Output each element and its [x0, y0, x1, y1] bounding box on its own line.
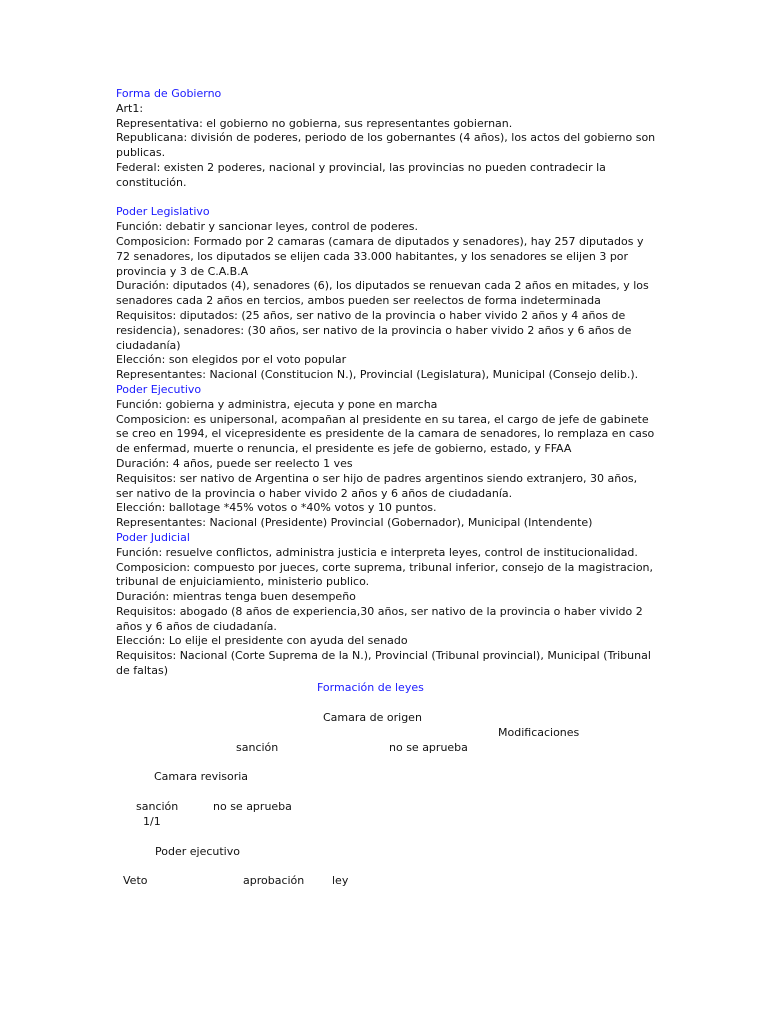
sancion-label-1: sanción [236, 741, 279, 754]
legislativo-funcion: Función: debatir y sancionar leyes, control de poderes. [116, 220, 418, 234]
forma-art1: Art1: [116, 101, 144, 115]
section-title-poder-ejecutivo: Poder Ejecutivo [116, 382, 202, 396]
aprobacion-label: aprobación [243, 874, 305, 887]
judicial-funcion: Función: resuelve conflictos, administra justicia e interpreta leyes, control de institucionalidad. [116, 545, 638, 559]
veto-label: Veto [123, 874, 148, 887]
ejecutivo-representantes: Representantes: Nacional (Presidente) Provincial (Gobernador), Municipal (Intendente) [116, 516, 593, 530]
section-title-poder-legislativo: Poder Legislativo [116, 205, 210, 219]
judicial-composicion: Composicion: compuesto por jueces, corte suprema, tribunal inferior, consejo de la magistracion, tribunal de enjuiciamiento, ministerio publico. [116, 560, 654, 589]
judicial-requisitos: Requisitos: abogado (8 años de experiencia,30 años, ser nativo de la provincia o haber vivido 2 años y 6 años de ciudadanía. [116, 604, 643, 633]
judicial-duracion: Duración: mientras tenga buen desempeño [116, 590, 356, 604]
legislativo-requisitos: Requisitos: diputados: (25 años, ser nativo de la provincia o haber vivido 2 años y 4 años de residencia), senadores: (30 años, ser nativo de la provincia o haber vivido 2 años y 6 años de ciudadanía) [116, 308, 632, 352]
no-se-aprueba-label-1: no se aprueba [389, 741, 468, 754]
forma-federal: Federal: existen 2 poderes, nacional y provincial, las provincias no pueden contradecir la constitución. [116, 160, 606, 189]
legislativo-eleccion: Elección: son elegidos por el voto popular [116, 353, 347, 367]
legislativo-duracion: Duración: diputados (4), senadores (6), los diputados se renuevan cada 2 años en mitades, y los senadores cada 2 años en tercios, ambos pueden ser reelectos de forma indeterminada [116, 279, 649, 308]
no-se-aprueba-label-2: no se aprueba [213, 800, 292, 813]
judicial-requisitos-2: Requisitos: Nacional (Corte Suprema de la N.), Provincial (Tribunal provincial), Municipal (Tribunal de faltas) [116, 649, 651, 678]
ley-label: ley [332, 874, 349, 887]
forma-republicana: Republicana: división de poderes, periodo de los gobernantes (4 años), los actos del gobierno son publicas. [116, 131, 656, 160]
judicial-eleccion: Elección: Lo elije el presidente con ayuda del senado [116, 634, 408, 648]
poder-ejecutivo-label: Poder ejecutivo [155, 845, 240, 858]
legislativo-representantes: Representantes: Nacional (Constitucion N.), Provincial (Legislatura), Municipal (Consejo delib.). [116, 368, 639, 382]
camara-de-origen-label: Camara de origen [323, 711, 422, 724]
forma-representativa: Representativa: el gobierno no gobierna, sus representantes gobiernan. [116, 116, 513, 130]
camara-revisoria-label: Camara revisoria [154, 770, 249, 783]
section-title-forma-de-gobierno: Forma de Gobierno [116, 87, 222, 100]
section-title-poder-judicial: Poder Judicial [116, 530, 190, 544]
sancion-label-2: sanción [136, 800, 179, 813]
ejecutivo-requisitos: Requisitos: ser nativo de Argentina o ser hijo de padres argentinos siendo extranjero, 30 años, ser nativo de la provincia o haber vivido 2 años y 6 años de ciudadanía. [116, 471, 638, 500]
ejecutivo-eleccion: Elección: ballotage *45% votos o *40% votos y 10 puntos. [116, 501, 437, 515]
legislativo-composicion: Composicion: Formado por 2 camaras (camara de diputados y senadores), hay 257 diputados y 72 senadores, los diputados se elijen cada 33.000 habitantes, y los senadores se elijen 3 por provincia y 3 de C.A.B.A [116, 234, 644, 278]
law-formation-title: Formación de leyes [317, 681, 424, 694]
modificaciones-label: Modificaciones [498, 726, 580, 739]
fraction-label: 1/1 [143, 815, 161, 828]
ejecutivo-duracion: Duración: 4 años, puede ser reelecto 1 ves [116, 456, 353, 470]
ejecutivo-funcion: Función: gobierna y administra, ejecuta y pone en marcha [116, 397, 438, 411]
ejecutivo-composicion: Composicion: es unipersonal, acompañan al presidente en su tarea, el cargo de jefe de gabinete se creo en 1994, el vicepresidente es presidente de la camara de senadores, lo remplaza en caso de enfermad, muerte o renuncia, el presidente es jefe de gobierno, estado, y FFAA [116, 412, 655, 456]
